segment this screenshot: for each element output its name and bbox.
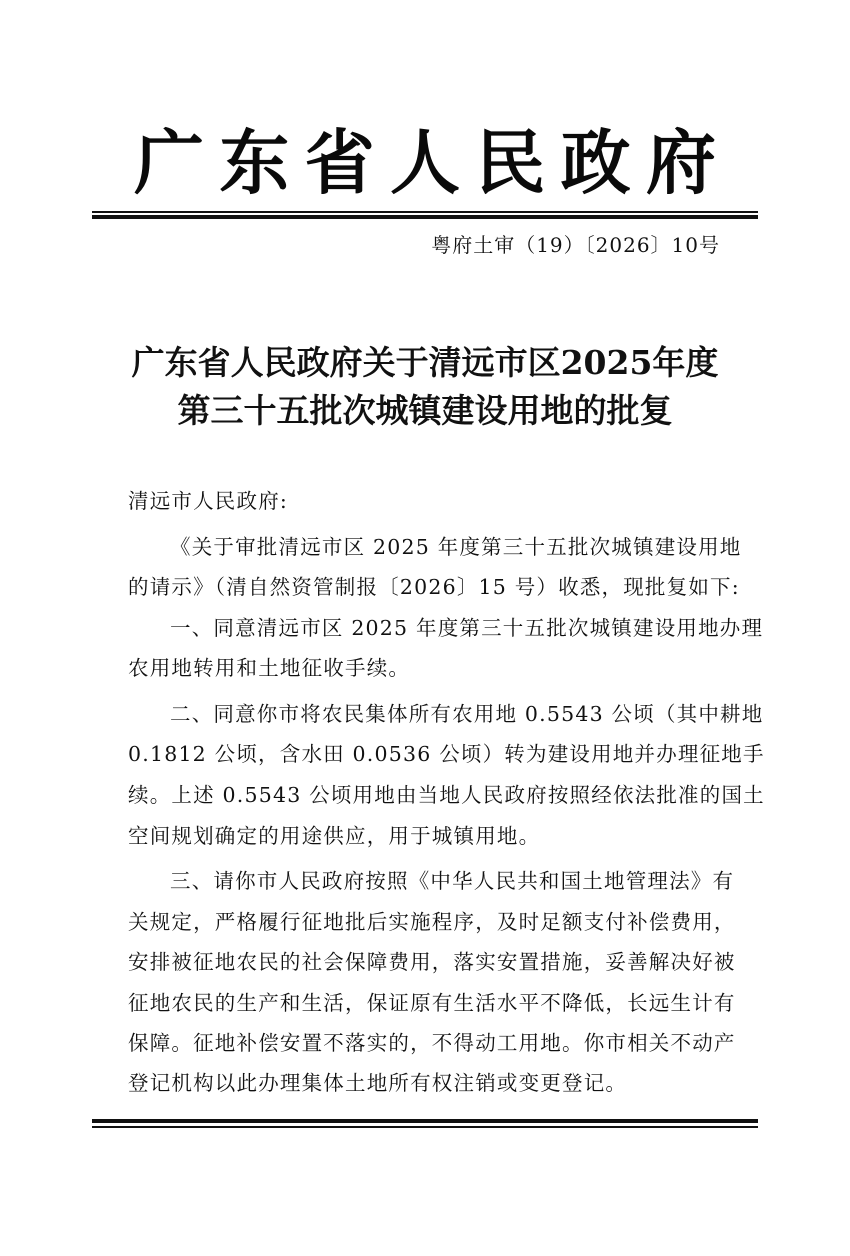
header-char: 政 xyxy=(560,121,631,204)
body-line: 保障。征地补偿安置不落实的，不得动工用地。你市相关不动产 xyxy=(128,1031,736,1055)
body-line: 关规定，严格履行征地批后实施程序，及时足额支付补偿费用， xyxy=(128,910,736,934)
body-line: 三、请你市人民政府按照《中华人民共和国土地管理法》有 xyxy=(170,869,735,893)
header-char: 广 xyxy=(134,121,204,204)
body-line: 《关于审批清远市区 2025 年度第三十五批次城镇建设用地 xyxy=(170,535,742,559)
body-line: 二、同意你市将农民集体所有农用地 0.5543 公顷（其中耕地 xyxy=(170,702,764,726)
header-char: 民 xyxy=(475,121,546,204)
header-char: 东 xyxy=(219,121,290,204)
document-title-line-2: 第三十五批次城镇建设用地的批复 xyxy=(177,391,673,430)
document-title-line-1: 广东省人民政府关于清远市区2025年度 xyxy=(131,343,719,382)
document-number: 粤府土审（19）〔2026〕10号 xyxy=(431,233,720,257)
header-rule-thick xyxy=(92,215,758,219)
body-line: 0.1812 公顷，含水田 0.0536 公顷）转为建设用地并办理征地手 xyxy=(128,742,765,766)
body-line: 续。上述 0.5543 公顷用地由当地人民政府按照经依法批准的国土 xyxy=(128,783,765,807)
header-char: 省 xyxy=(304,121,375,204)
body-line: 的请示》（清自然资管制报〔2026〕15 号）收悉，现批复如下: xyxy=(128,575,740,599)
body-line: 农用地转用和土地征收手续。 xyxy=(128,656,411,680)
issuing-authority-header xyxy=(92,118,758,208)
body-line: 一、同意清远市区 2025 年度第三十五批次城镇建设用地办理 xyxy=(170,616,764,640)
body-line: 空间规划确定的用途供应，用于城镇用地。 xyxy=(128,824,541,848)
footer-rule-thick xyxy=(92,1119,758,1123)
salutation: 清远市人民政府: xyxy=(128,489,289,513)
header-char: 人 xyxy=(389,121,460,204)
body-line: 征地农民的生产和生活，保证原有生活水平不降低，长远生计有 xyxy=(128,991,736,1015)
header-char: 府 xyxy=(645,121,716,204)
footer-rule-thin xyxy=(92,1126,758,1128)
header-rule-thin xyxy=(92,211,758,213)
body-line: 登记机构以此办理集体土地所有权注销或变更登记。 xyxy=(128,1071,628,1095)
body-line: 安排被征地农民的社会保障费用，落实安置措施，妥善解决好被 xyxy=(128,950,736,974)
